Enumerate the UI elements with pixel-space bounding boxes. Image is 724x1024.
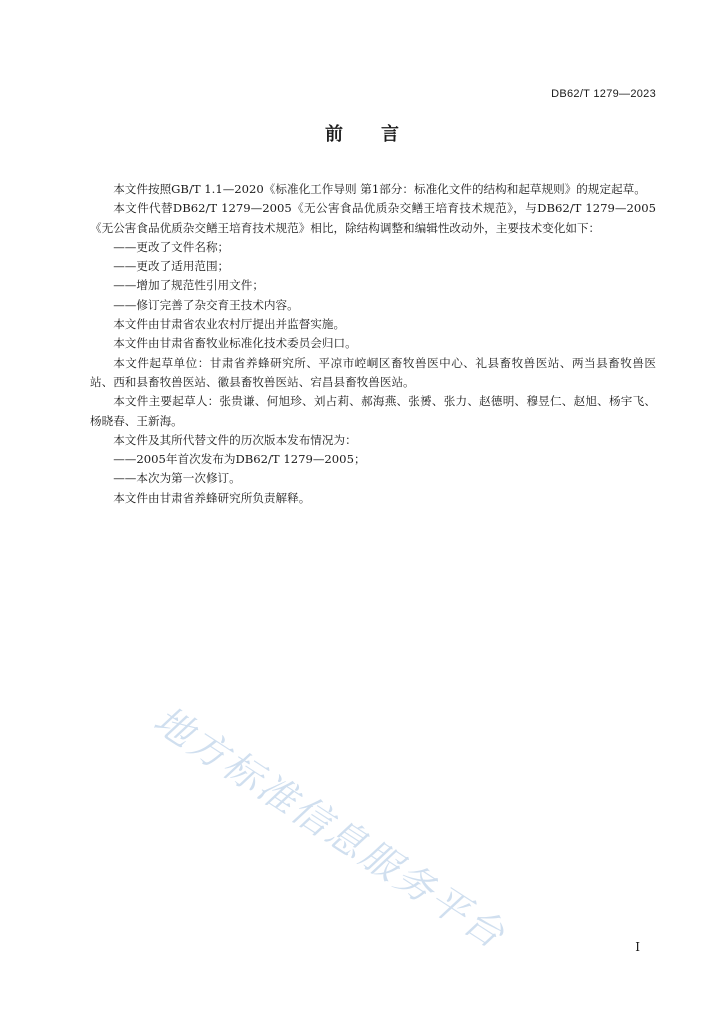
list-item: ——更改了文件名称； <box>113 239 230 254</box>
list-item: ——2005年首次发布为DB62/T 1279—2005； <box>113 452 366 467</box>
page-number: I <box>635 940 640 954</box>
paragraph: 本文件及其所代替文件的历次版本发布情况为： <box>113 432 357 447</box>
paragraph: 本文件由甘肃省养蜂研究所负责解释。 <box>113 490 311 505</box>
list-item: ——修订完善了杂交育王技术内容。 <box>113 297 299 312</box>
list-item: ——本次为第一次修订。 <box>113 471 241 486</box>
paragraph: 本文件由甘肃省畜牧业标准化技术委员会归口。 <box>113 336 357 351</box>
paragraph: 本文件主要起草人：张贵谦、何旭珍、刘占莉、郝海燕、张赟、张力、赵德明、穆昱仁、赵旭、杨宇飞、杨晓春、王新海。 <box>90 394 656 428</box>
standard-code: DB62/T 1279—2023 <box>551 88 656 100</box>
document-body <box>90 180 656 508</box>
paragraph: 本文件起草单位：甘肃省养蜂研究所、平凉市崆峒区畜牧兽医中心、礼县畜牧兽医站、两当县畜牧兽医站、西和县畜牧兽医站、徽县畜牧兽医站、宕昌县畜牧兽医站。 <box>90 355 656 389</box>
watermark: 地方标准信息服务平台 <box>146 697 514 958</box>
paragraph: 本文件代替DB62/T 1279—2005《无公害食品优质杂交鳝王培育技术规范》，与DB62/T 1279—2005《无公害食品优质杂交鳝王培育技术规范》相比，除结构调整和编辑性改动外，主要技术变化如下： <box>90 201 656 235</box>
page-title: 前言 <box>325 124 437 145</box>
paragraph: 本文件按照GB/T 1.1—2020《标准化工作导则 第1部分：标准化文件的结构和起草规则》的规定起草。 <box>113 182 646 196</box>
list-item: ——更改了适用范围； <box>113 259 230 274</box>
list-item: ——增加了规范性引用文件； <box>113 278 264 293</box>
paragraph: 本文件由甘肃省农业农村厅提出并监督实施。 <box>113 317 346 332</box>
